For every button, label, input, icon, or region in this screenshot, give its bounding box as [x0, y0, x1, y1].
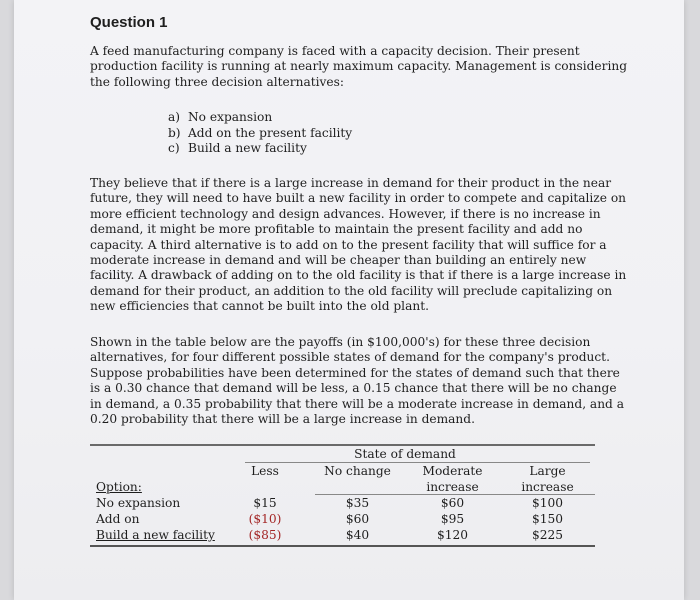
table-top-rule [90, 444, 595, 446]
table-cell: $100 [531, 496, 564, 510]
column-header-moderate-line2: increase [426, 480, 479, 494]
group-header-rule [245, 462, 590, 463]
table-cell: $120 [436, 528, 469, 542]
state-of-demand-header: State of demand [354, 447, 456, 461]
row-option-build-new: Build a new facility [96, 528, 215, 542]
table-cell: ($85) [248, 528, 282, 542]
table-bottom-rule [90, 545, 595, 547]
column-header-no-change: No change [324, 464, 391, 478]
column-header-large: Large [529, 464, 566, 478]
table-cell: $35 [345, 496, 370, 510]
table-cell: ($10) [248, 512, 282, 526]
list-item [168, 110, 352, 126]
option-header: Option: [96, 480, 142, 494]
row-option-no-expansion: No expansion [96, 496, 181, 510]
alternative-letter: c) [168, 141, 180, 155]
alternative-text: Add on the present facility [188, 125, 353, 140]
alternative-text: No expansion [188, 110, 273, 124]
alternatives-list [168, 110, 352, 157]
header-rule [315, 494, 595, 495]
column-header-moderate: Moderate [422, 464, 483, 478]
column-header-less: Less [251, 464, 279, 478]
column-header-large-line2: increase [521, 480, 574, 494]
table-cell: $95 [440, 512, 465, 526]
row-option-add-on: Add on [96, 512, 140, 526]
probabilities-paragraph: Shown in the table below are the payoffs (in $100,000's) for these three decision alternatives, for four different possible states of demand for the company's product. Suppose probabilities have been determined for the states of demand such that there is a 0.30 chance that demand will be less, a 0.15 chance that there will be no change in demand, a 0.35 probability that there will be a moderate increase in demand, and a 0.20 probability that there will be a large increase in demand. [90, 335, 624, 427]
question-title: Question 1 [90, 14, 168, 31]
alternative-text: Build a new facility [188, 141, 307, 155]
table-cell: $150 [531, 512, 564, 526]
alternative-letter: b) [168, 125, 181, 140]
context-paragraph: They believe that if there is a large increase in demand for their product in the near future, they will need to have built a new facility in order to compete and capitalize on more efficient technology and design advances. However, if there is no increase in demand, it might be more profitable to maintain the present facility and add no capacity. A third alternative is to add on to the present facility that will suffice for a moderate increase in demand and will be cheaper than building an entirely new facility. A drawback of adding on to the old facility is that if there is a large increase in demand for their product, an addition to the old facility will preclude capitalizing on new efficiencies that cannot be built into the old plant. [90, 176, 627, 314]
list-item [168, 126, 352, 142]
table-cell: $40 [345, 528, 370, 542]
table-cell: $60 [345, 512, 370, 526]
list-item [168, 141, 352, 157]
table-cell: $225 [531, 528, 564, 542]
alternative-letter: a) [168, 110, 181, 124]
intro-paragraph: A feed manufacturing company is faced with a capacity decision. Their present production facility is running at nearly maximum capacity. Management is considering the following three decision alternatives: [90, 44, 627, 89]
table-cell: $60 [440, 496, 465, 510]
table-cell: $15 [253, 496, 277, 510]
